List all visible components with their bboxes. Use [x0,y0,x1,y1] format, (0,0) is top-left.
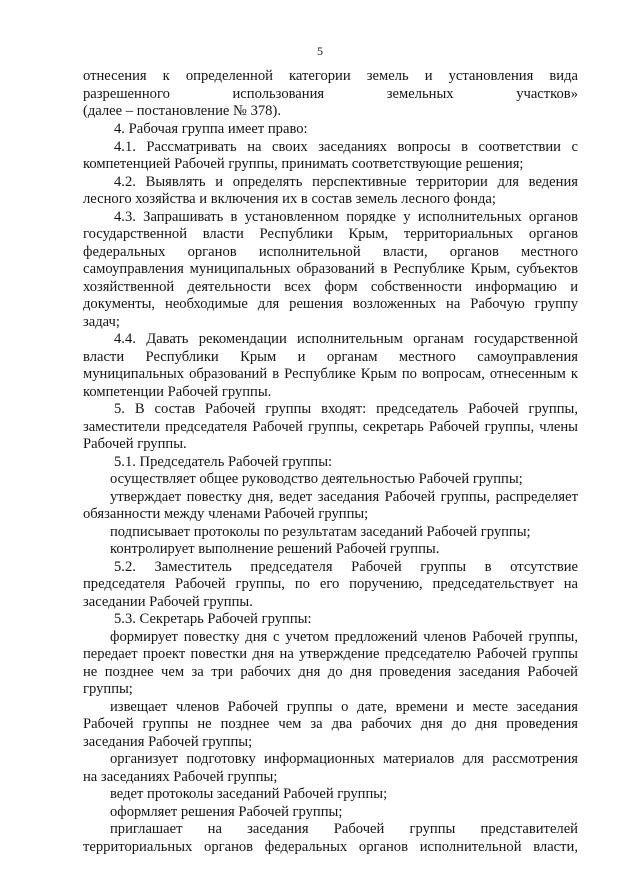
text-line: организует подготовку информационных материалов для рассмотрения [110,751,578,767]
text-line: хозяйственной деятельности всех форм собственности информацию и [83,279,578,295]
text-line: 4.2. Выявлять и определять перспективные территории для ведения [114,174,578,190]
text-line: ведет протоколы заседаний Рабочей группы; [110,786,388,802]
text-line: разрешенного использования земельных участков» [83,86,578,102]
text-line: отнесения к определенной категории земель и установления вида [83,68,578,84]
text-line: компетенцией Рабочей группы, принимать соответствующие решения; [83,156,524,172]
text-line: Рабочей группы не позднее чем за два рабочих дня до дня проведения [83,716,578,732]
text-line: задач; [83,314,120,330]
text-line: компетенции Рабочей группы. [83,384,272,400]
text-line: территориальных органов федеральных органов исполнительной власти, [83,839,578,855]
text-line: муниципальных образований в Республике Крым по вопросам, отнесенным к [83,366,578,382]
text-line: обязанности между членами Рабочей группы; [83,506,369,522]
text-line: заседании Рабочей группы. [83,594,253,610]
text-line: извещает членов Рабочей группы о дате, времени и месте заседания [110,699,578,715]
text-line: утверждает повестку дня, ведет заседания Рабочей группы, распределяет [110,489,578,505]
text-line: 5.2. Заместитель председателя Рабочей группы в отсутствие [114,559,578,575]
section-heading: 5.3. Секретарь Рабочей группы: [114,611,312,627]
section-heading: 5.1. Председатель Рабочей группы: [114,454,333,470]
text-line: Рабочей группы. [83,436,187,452]
text-line: формирует повестку дня с учетом предложений членов Рабочей группы, [110,629,578,645]
text-line: оформляет решения Рабочей группы; [110,804,343,820]
text-line: 4.3. Запрашивать в установленном порядке у исполнительных органов [114,209,578,225]
text-line: передает проект повестки дня на утверждение председателю Рабочей группы [83,646,578,662]
text-line: 5. В состав Рабочей группы входят: председатель Рабочей группы, [114,401,578,417]
text-line: группы; [83,681,133,697]
text-line: (далее – постановление № 378). [83,103,281,119]
text-line: заместители председателя Рабочей группы, секретарь Рабочей группы, члены [83,419,578,435]
text-line: приглашает на заседания Рабочей группы представителей [110,821,578,837]
text-line: самоуправления муниципальных образований в Республике Крым, субъектов [83,261,578,277]
text-line: не позднее чем за три рабочих дня до дня проведения заседания Рабочей [83,664,578,680]
text-line: осуществляет общее руководство деятельностью Рабочей группы; [110,471,523,487]
text-line: заседания Рабочей группы; [83,734,253,750]
text-line: 4.4. Давать рекомендации исполнительным органам государственной [114,331,578,347]
text-line: 4.1. Рассматривать на своих заседаниях вопросы в соответствии с [114,139,578,155]
text-line: председателя Рабочей группы, по его поручению, председательствует на [83,576,578,592]
section-heading: 4. Рабочая группа имеет право: [114,121,308,137]
text-line: контролирует выполнение решений Рабочей группы. [110,541,440,557]
text-line: лесного хозяйства и включения их в состав земель лесного фонда; [83,191,496,207]
text-line: на заседаниях Рабочей группы; [83,769,278,785]
text-line: федеральных органов исполнительной власти, органов местного [83,244,578,260]
page-number: 5 [317,44,323,58]
text-line: власти Республики Крым и органам местного самоуправления [83,349,578,365]
text-line: государственной власти Республики Крым, территориальных органов [83,226,578,242]
text-line: документы, необходимые для решения возложенных на Рабочую группу [83,296,578,312]
text-line: подписывает протоколы по результатам заседаний Рабочей группы; [110,524,531,540]
